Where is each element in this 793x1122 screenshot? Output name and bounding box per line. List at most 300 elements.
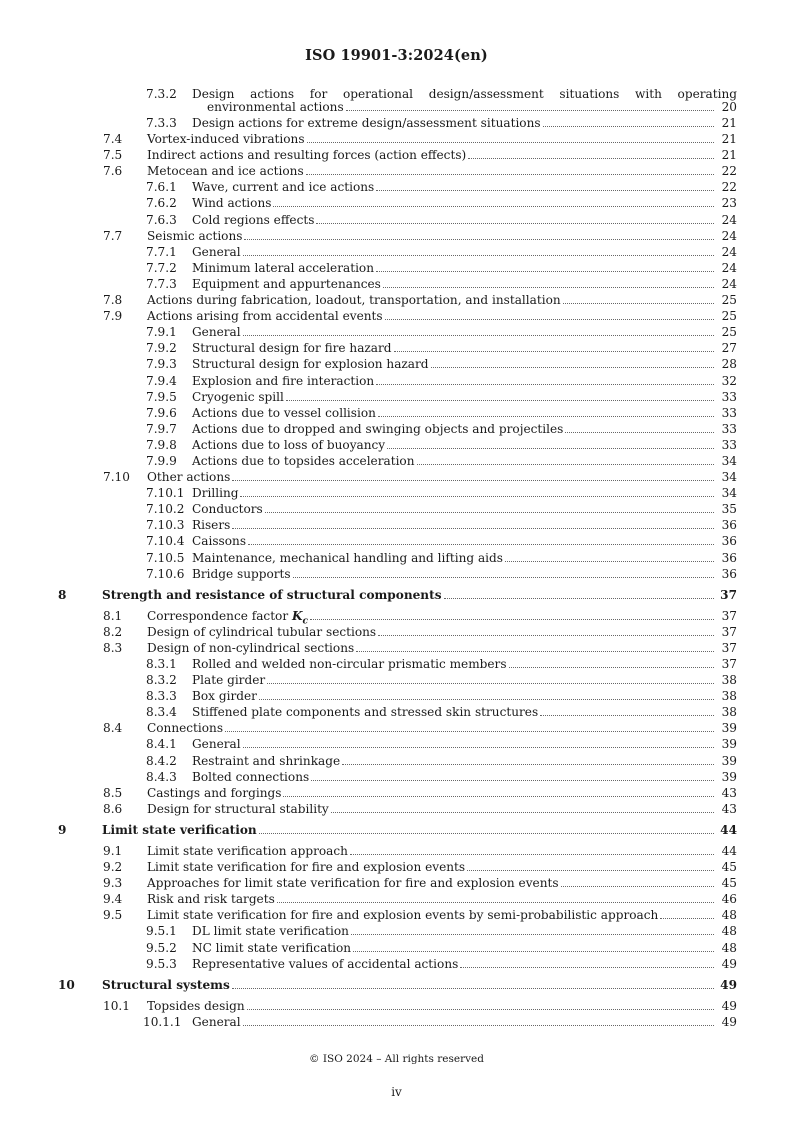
toc-entry-title-text: Indirect actions and resulting forces (action effects) <box>147 148 467 163</box>
toc-entry-number: 7.10.6 <box>146 566 185 581</box>
toc-entry-title <box>192 389 286 405</box>
toc-entry-title-text: Topsides design <box>147 998 245 1013</box>
dot-leader <box>248 544 714 545</box>
toc-page-number: 37 <box>720 587 737 602</box>
toc-page-number: 45 <box>721 876 737 891</box>
toc-entry-number: 9.5.1 <box>146 924 177 939</box>
dot-leader <box>259 833 714 834</box>
toc-entry-title-text: Explosion and fire interaction <box>192 373 375 388</box>
toc-entry-row[interactable] <box>0 485 793 501</box>
toc-entry-number: 9.3 <box>103 876 123 891</box>
toc-page-number: 20 <box>721 100 737 114</box>
toc-page-number: 34 <box>721 470 737 485</box>
toc-entry-title <box>147 640 356 656</box>
toc-entry-row[interactable] <box>0 672 793 688</box>
toc-entry-row[interactable] <box>0 785 793 801</box>
toc-entry-row[interactable] <box>0 228 793 244</box>
toc-entry-title <box>192 940 353 956</box>
dot-leader <box>460 967 714 968</box>
toc-chapter-row[interactable] <box>0 587 793 604</box>
dot-leader <box>387 448 714 449</box>
toc-page-number: 38 <box>721 705 737 720</box>
dot-leader <box>311 780 714 781</box>
dot-leader <box>232 988 714 989</box>
toc-page-number: 38 <box>721 673 737 688</box>
toc-entry-row[interactable] <box>0 373 793 389</box>
toc-entry-row[interactable] <box>0 640 793 656</box>
toc-entry-number: 7.7.2 <box>146 260 177 275</box>
toc-entry-row[interactable] <box>0 195 793 211</box>
toc-entry-title-text: Rolled and welded non-circular prismatic members <box>192 657 507 671</box>
toc-page-number: 48 <box>721 924 737 939</box>
toc-entry-title <box>192 260 376 276</box>
toc-entry-title-text: Structural design for explosion hazard <box>192 357 429 372</box>
dot-leader <box>277 902 714 903</box>
toc-entry-title-text: Bolted connections <box>192 769 310 784</box>
toc-entry-number: 9.5 <box>103 908 123 923</box>
toc-entry-title <box>147 308 385 324</box>
toc-page-number: 45 <box>721 860 737 875</box>
toc-entry-number: 7.9.4 <box>146 373 177 388</box>
toc-entry-number: 8.4 <box>103 721 123 736</box>
toc-entry-number: 7.9.9 <box>146 453 177 468</box>
table-of-contents <box>0 86 793 1030</box>
toc-page-number: 48 <box>721 940 737 955</box>
toc-page-number: 36 <box>721 518 737 533</box>
dot-leader <box>265 512 714 513</box>
toc-entry-number: 7.10.4 <box>146 534 185 549</box>
toc-entry-title-text: Wave, current and ice actions <box>192 180 375 195</box>
toc-page-number: 34 <box>721 453 737 468</box>
toc-entry-title-line1: Design actions for operational design/assessment situations with operating <box>192 87 737 101</box>
toc-entry-row[interactable] <box>0 566 793 582</box>
toc-entry-title <box>192 688 259 704</box>
toc-entry-title-text: Actions due to loss of buoyancy <box>192 437 386 452</box>
toc-entry-title <box>147 843 350 859</box>
toc-entry-title <box>147 907 660 923</box>
toc-entry-row[interactable] <box>0 940 793 956</box>
toc-entry-row[interactable] <box>0 517 793 533</box>
toc-entry-title <box>147 875 561 891</box>
toc-entry-title-text: Limit state verification for fire and explosion events by semi-probabilistic approach <box>147 908 659 923</box>
toc-entry-number: 7.6.1 <box>146 180 177 195</box>
toc-page-number: 39 <box>721 737 737 752</box>
toc-entry-title <box>147 469 232 485</box>
toc-chapter-row[interactable] <box>0 977 793 994</box>
toc-entry-row[interactable] <box>0 956 793 972</box>
toc-entry-title-text: Plate girder <box>192 673 266 688</box>
dot-leader <box>376 271 714 272</box>
toc-entry-number: 9.4 <box>103 892 123 907</box>
toc-entry-number: 7.9.3 <box>146 357 177 372</box>
toc-entry-title <box>192 276 383 292</box>
toc-entry-row[interactable] <box>0 907 793 923</box>
toc-entry-title-text: Limit state verification approach <box>147 843 348 858</box>
toc-entry-row[interactable] <box>0 720 793 736</box>
toc-page-number: 36 <box>721 534 737 549</box>
toc-entry-title-text: Structural design for fire hazard <box>192 341 392 356</box>
toc-entry-title <box>147 624 378 640</box>
toc-entry-number: 8.6 <box>103 801 123 816</box>
toc-entry-row[interactable] <box>0 624 793 640</box>
toc-page-number: 36 <box>721 566 737 581</box>
toc-entry-number: 7.9 <box>103 309 123 324</box>
toc-entry-number: 7.4 <box>103 132 123 147</box>
dot-leader <box>378 416 714 417</box>
toc-entry-number: 7.9.6 <box>146 405 177 420</box>
toc-entry-row[interactable] <box>0 801 793 817</box>
toc-page-number: 25 <box>721 309 737 324</box>
dot-leader <box>468 158 714 159</box>
toc-page-number: 37 <box>721 657 737 671</box>
toc-chapter-row[interactable] <box>0 822 793 839</box>
toc-entry-title-text: Minimum lateral acceleration <box>192 260 375 275</box>
toc-entry-title <box>192 769 311 785</box>
toc-page-number: 46 <box>721 892 737 907</box>
toc-entry-title-text: Limit state verification <box>102 822 257 837</box>
toc-entry-number: 7.10.5 <box>146 550 185 565</box>
toc-entry-title-text: Maintenance, mechanical handling and lifting aids <box>192 550 503 565</box>
dot-leader <box>243 747 714 748</box>
dot-leader <box>306 174 714 175</box>
toc-entry-title-text: Drilling <box>192 486 239 501</box>
toc-entry-number: 7.10.2 <box>146 502 185 517</box>
toc-page-number: 24 <box>721 276 737 291</box>
dot-leader <box>293 577 714 578</box>
toc-entry-number: 9.5.2 <box>146 940 177 955</box>
dot-leader <box>331 812 714 813</box>
toc-entry-number: 7.10.1 <box>146 486 185 501</box>
toc-entry-number: 7.7.3 <box>146 276 177 291</box>
toc-entry-row[interactable] <box>0 753 793 769</box>
toc-entry-number: 7.9.7 <box>146 421 177 436</box>
toc-entry-row[interactable] <box>0 501 793 517</box>
toc-entry-number: 8.3 <box>103 640 123 655</box>
dot-leader <box>243 1025 714 1026</box>
toc-entry-title <box>192 672 267 688</box>
toc-page-number: 28 <box>721 357 737 372</box>
toc-entry-title-text: Risk and risk targets <box>147 892 275 907</box>
toc-entry-number: 8.4.2 <box>146 753 177 768</box>
toc-entry-row[interactable] <box>0 389 793 405</box>
toc-entry-number: 7.5 <box>103 148 123 163</box>
toc-entry-title-text: Design of non-cylindrical sections <box>147 640 355 655</box>
dot-leader <box>243 335 714 336</box>
toc-page-number: 33 <box>721 405 737 420</box>
toc-page-number: 37 <box>721 608 737 623</box>
dot-leader <box>561 886 714 887</box>
toc-page-number: 24 <box>721 244 737 259</box>
toc-entry-row[interactable] <box>0 131 793 147</box>
toc-entry-title-text: Caissons <box>192 534 247 549</box>
toc-entry-number: 8.4.1 <box>146 737 177 752</box>
toc-entry-row[interactable] <box>0 875 793 891</box>
toc-entry-row[interactable] <box>0 1014 793 1030</box>
toc-page-number: 43 <box>721 785 737 800</box>
dot-leader <box>307 142 714 143</box>
toc-entry-title <box>192 517 232 533</box>
toc-entry-number: 7.9.5 <box>146 389 177 404</box>
toc-entry-title-text: Box girder <box>192 689 257 704</box>
toc-entry-title-text: Restraint and shrinkage <box>192 753 341 768</box>
toc-entry-row[interactable] <box>0 550 793 566</box>
dot-leader <box>417 464 714 465</box>
toc-page-number: 21 <box>721 116 737 130</box>
toc-entry-number: 8.3.3 <box>146 689 177 704</box>
toc-entry-title-text: Vortex-induced vibrations <box>147 132 305 147</box>
toc-entry-title <box>147 163 306 179</box>
dot-leader <box>225 731 714 732</box>
toc-entry-row[interactable] <box>0 453 793 469</box>
toc-entry-number: 7.10.3 <box>146 518 185 533</box>
toc-entry-title-text: Conductors <box>192 502 263 517</box>
toc-entry-row[interactable] <box>0 656 793 672</box>
toc-page-number: 24 <box>721 212 737 227</box>
toc-page-number: 49 <box>721 998 737 1013</box>
toc-entry-title-text: environmental actions <box>207 100 344 114</box>
toc-entry-number: 7.7.1 <box>146 244 177 259</box>
toc-entry-title <box>147 720 225 736</box>
toc-entry-title-text: Equipment and appurtenances <box>192 276 381 291</box>
toc-page-number: 25 <box>721 293 737 308</box>
toc-page-number: 36 <box>721 550 737 565</box>
toc-entry-title-text: Correspondence factor <box>147 608 289 623</box>
toc-entry-title-text: NC limit state verification <box>192 940 352 955</box>
toc-entry-row[interactable] <box>0 356 793 372</box>
dot-leader <box>259 699 714 700</box>
toc-page-number: 22 <box>721 180 737 195</box>
dot-leader <box>240 496 714 497</box>
toc-entry-number: 7.9.8 <box>146 437 177 452</box>
dot-leader <box>376 190 714 191</box>
toc-page-number: 39 <box>721 769 737 784</box>
dot-leader <box>247 1009 714 1010</box>
toc-page-number: 24 <box>721 228 737 243</box>
toc-entry-title-text: Actions arising from accidental events <box>147 309 383 324</box>
dot-leader <box>543 126 714 127</box>
toc-entry-title-text: Metocean and ice actions <box>147 164 304 179</box>
dot-leader <box>310 619 714 620</box>
toc-entry-title <box>192 566 293 582</box>
toc-page-number: 35 <box>721 502 737 517</box>
toc-entry-row[interactable] <box>0 163 793 179</box>
toc-page-number: 43 <box>721 801 737 816</box>
toc-entry-row[interactable] <box>0 212 793 228</box>
toc-page-number: 44 <box>721 843 737 858</box>
toc-entry-number: 7.9.1 <box>146 325 177 340</box>
toc-entry-number: 7.6 <box>103 164 123 179</box>
toc-entry-row[interactable] <box>0 405 793 421</box>
toc-page-number: 49 <box>721 956 737 971</box>
document-header: ISO 19901-3:2024(en) <box>305 47 488 64</box>
dot-leader <box>286 400 714 401</box>
toc-entry-title <box>192 736 243 752</box>
dot-leader <box>563 303 714 304</box>
toc-entry-number: 8.1 <box>103 608 123 623</box>
toc-page-number: 25 <box>721 325 737 340</box>
toc-entry-row[interactable] <box>0 891 793 907</box>
dot-leader <box>378 635 714 636</box>
toc-entry-title-text: General <box>192 737 241 752</box>
dot-leader <box>385 319 714 320</box>
toc-page-number: 44 <box>720 822 737 837</box>
toc-entry-row[interactable] <box>0 859 793 875</box>
dot-leader <box>467 870 714 871</box>
toc-entry-title-text: Structural systems <box>102 977 230 992</box>
dot-leader <box>232 480 714 481</box>
toc-entry-title-text: Bridge supports <box>192 566 291 581</box>
toc-entry-number: 7.8 <box>103 293 123 308</box>
toc-page-number: 39 <box>721 753 737 768</box>
toc-entry-title-text: Connections <box>147 721 224 736</box>
toc-entry-title <box>192 533 248 549</box>
toc-entry-title <box>147 998 247 1014</box>
toc-entry-row[interactable] <box>0 437 793 453</box>
toc-entry-title-text: General <box>192 325 241 340</box>
dot-leader <box>509 667 714 668</box>
toc-entry-title <box>192 373 376 389</box>
toc-entry-title <box>192 405 378 421</box>
dot-leader <box>232 528 714 529</box>
toc-entry-number: 9.1 <box>103 843 123 858</box>
toc-entry-number: 7.7 <box>103 228 123 243</box>
toc-page-number: 38 <box>721 689 737 704</box>
dot-leader <box>394 351 714 352</box>
toc-entry-row[interactable] <box>0 276 793 292</box>
toc-entry-row[interactable] <box>0 244 793 260</box>
toc-entry-number: 7.3.2 <box>146 87 177 101</box>
toc-entry-title-text: Design of cylindrical tubular sections <box>147 624 377 639</box>
toc-entry-row[interactable] <box>0 421 793 437</box>
toc-page-number: 33 <box>721 389 737 404</box>
toc-page-number: 48 <box>721 908 737 923</box>
dot-leader <box>376 384 714 385</box>
toc-entry-title <box>102 822 259 838</box>
toc-entry-title-text: Cryogenic spill <box>192 389 284 404</box>
toc-page-number: 37 <box>721 640 737 655</box>
toc-entry-row[interactable] <box>0 147 793 163</box>
correspondence-factor-symbol: $K_c$ <box>291 608 308 627</box>
toc-entry-title <box>147 292 563 308</box>
toc-entry-title-text: General <box>192 1014 241 1029</box>
toc-entry-title <box>102 977 232 993</box>
toc-page-number: 24 <box>721 260 737 275</box>
toc-entry-number: 7.10 <box>103 470 130 485</box>
toc-entry-row[interactable] <box>0 340 793 356</box>
toc-entry-title <box>192 453 417 469</box>
toc-page-number: 49 <box>721 1014 737 1029</box>
toc-entry-title <box>192 1014 243 1030</box>
toc-entry-title <box>192 195 273 211</box>
toc-page-number: 34 <box>721 486 737 501</box>
dot-leader <box>351 934 714 935</box>
toc-entry-row[interactable] <box>0 843 793 859</box>
toc-entry-row[interactable] <box>0 533 793 549</box>
toc-entry-row[interactable] <box>0 608 793 627</box>
toc-entry-title <box>192 356 431 372</box>
toc-entry-number: 10.1.1 <box>143 1014 182 1029</box>
dot-leader <box>342 764 714 765</box>
toc-entry-title <box>192 753 342 769</box>
dot-leader <box>283 796 714 797</box>
toc-entry-title-text: DL limit state verification <box>192 924 349 939</box>
toc-page-number: 22 <box>721 164 737 179</box>
toc-entry-row[interactable] <box>0 998 793 1014</box>
toc-entry-number: 10.1 <box>103 998 130 1013</box>
toc-page-number: 39 <box>721 721 737 736</box>
dot-leader <box>565 432 714 433</box>
toc-entry-title <box>147 147 468 163</box>
toc-entry-title <box>192 437 387 453</box>
toc-entry-row[interactable] <box>0 704 793 720</box>
dot-leader <box>350 854 714 855</box>
dot-leader <box>431 367 714 368</box>
toc-entry-title <box>192 421 565 437</box>
toc-entry-title <box>192 212 316 228</box>
toc-page-number: 49 <box>720 977 737 992</box>
dot-leader <box>346 110 714 111</box>
toc-entry-title <box>192 550 505 566</box>
toc-entry-number: 10 <box>58 977 75 992</box>
toc-entry-title <box>192 115 543 131</box>
toc-entry-row[interactable] <box>0 292 793 308</box>
toc-entry-title-text: Design actions for extreme design/assessment situations <box>192 116 541 130</box>
dot-leader <box>356 651 714 652</box>
copyright-footer: © ISO 2024 – All rights reserved <box>309 1053 484 1065</box>
toc-entry-row[interactable] <box>0 324 793 340</box>
toc-page-number: 32 <box>721 373 737 388</box>
toc-entry-number: 9.5.3 <box>146 956 177 971</box>
dot-leader <box>243 255 714 256</box>
dot-leader <box>244 239 714 240</box>
toc-entry-title-text: Stiffened plate components and stressed skin structures <box>192 705 539 720</box>
toc-entry-title <box>147 785 283 801</box>
toc-entry-title <box>147 891 277 907</box>
toc-entry-number: 7.6.2 <box>146 196 177 211</box>
toc-entry-title-text: Design for structural stability <box>147 801 329 816</box>
toc-entry-row[interactable] <box>0 86 793 115</box>
toc-entry-row[interactable] <box>0 179 793 195</box>
toc-entry-title <box>192 485 240 501</box>
toc-entry-row[interactable] <box>0 115 793 131</box>
toc-entry-title-text: General <box>192 244 241 259</box>
toc-entry-title-text: Seismic actions <box>147 228 243 243</box>
toc-entry-title <box>192 179 376 195</box>
toc-entry-title-text: Approaches for limit state verification for fire and explosion events <box>147 876 559 891</box>
dot-leader <box>267 683 714 684</box>
dot-leader <box>353 951 714 952</box>
toc-entry-row[interactable] <box>0 736 793 752</box>
toc-entry-title-text: Actions due to vessel collision <box>192 405 376 420</box>
toc-entry-row[interactable] <box>0 923 793 939</box>
toc-entry-row[interactable] <box>0 308 793 324</box>
toc-entry-title <box>192 923 351 939</box>
toc-entry-title-text: Actions during fabrication, loadout, transportation, and installation <box>147 293 561 308</box>
toc-entry-title <box>207 99 346 115</box>
toc-entry-row[interactable] <box>0 769 793 785</box>
toc-entry-row[interactable] <box>0 260 793 276</box>
toc-entry-row[interactable] <box>0 469 793 485</box>
toc-entry-number: 8.4.3 <box>146 769 177 784</box>
dot-leader <box>660 918 714 919</box>
dot-leader <box>383 287 714 288</box>
toc-entry-title <box>192 501 265 517</box>
dot-leader <box>505 561 714 562</box>
toc-entry-row[interactable] <box>0 688 793 704</box>
toc-entry-number: 8.3.4 <box>146 705 177 720</box>
toc-entry-number: 8.2 <box>103 624 123 639</box>
toc-entry-number: 9 <box>58 822 67 837</box>
